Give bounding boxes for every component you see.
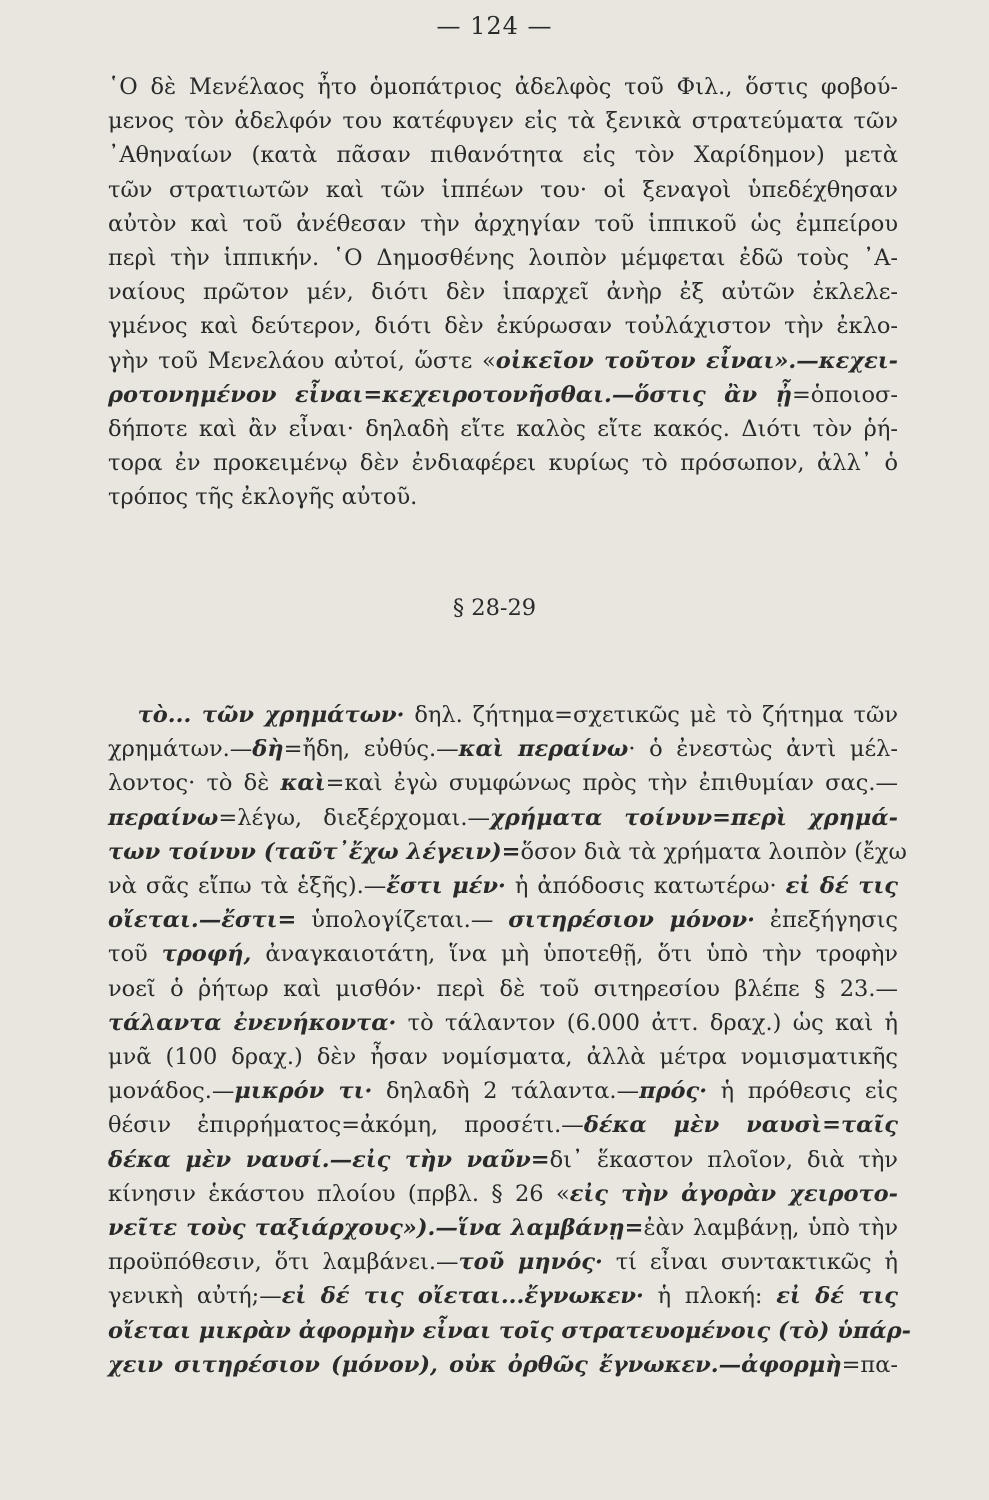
- line-text: =πα-: [841, 1351, 898, 1378]
- text-line: [108, 766, 898, 800]
- text-line: [108, 937, 898, 971]
- text-line: [108, 801, 898, 835]
- lemma-term: εἰ δέ τις: [776, 1283, 898, 1310]
- lemma-term: οἴεται μικρὰν ἀφορμὴν εἶναι τοῖς στρατευομένοις (τὸ) ὑπάρ-: [108, 1317, 911, 1344]
- lemma-term: μικρόν τι·: [234, 1078, 373, 1105]
- text-line: [108, 869, 898, 903]
- lemma-term: τάλαντα ἐνενήκοντα·: [108, 1009, 397, 1036]
- text-line: [108, 1245, 898, 1279]
- text-line: περὶ τὴν ἱππικήν. ῾Ο Δημοσθένης λοιπὸν μέμφεται ἐδῶ τοὺς ᾿Α-: [108, 245, 898, 272]
- text-line: τῶν στρατιωτῶν καὶ τῶν ἱππέων του· οἱ ξεναγοὶ ὑπεδέχθησαν: [108, 176, 898, 203]
- lemma-term: οτονημένον εἶναι=κεχειροτονῆσθαι.—ὅστις ἂν ᾖ: [122, 381, 792, 408]
- line-text: γὴν τοῦ Μενελάου αὐτοί, ὥστε «: [108, 347, 496, 374]
- text-line: τρόπος τῆς ἐκλογῆς αὐτοῦ.: [108, 484, 418, 511]
- line-text: δι᾿ ἕκαστον πλοῖον, διὰ τὴν: [549, 1146, 898, 1173]
- lemma-term: περαίνω: [108, 804, 219, 831]
- lemma-term: ἔστι μέν·: [386, 873, 506, 900]
- text-line: [108, 1314, 911, 1348]
- text-line: [108, 732, 898, 766]
- text-line: [108, 1143, 898, 1177]
- line-text: ἐὰν λαμβάνῃ, ὑπὸ τὴν: [643, 1215, 898, 1242]
- lemma-term: οἴεται.—ἔστι=: [108, 907, 297, 934]
- lemma-term: εἰ δέ τις οἴεται...ἔγνωκεν·: [281, 1283, 644, 1310]
- line-text: =καὶ ἐγὼ συμφώνως πρὸς τὴν ἐπιθυμίαν σας.—: [325, 770, 898, 797]
- lemma-term: χειν σιτηρέσιον (μόνον), οὐκ ὀρθῶς ἔγνωκεν.—ἀφορμὴ: [108, 1351, 842, 1378]
- lemma-term: πρός·: [639, 1078, 708, 1105]
- line-text: τί εἶναι συντακτικῶς ἡ: [602, 1249, 898, 1276]
- text-line: δήποτε καὶ ἂν εἶναι· δηλαδὴ εἴτε καλὸς εἴτε κακός. Διότι τὸν ῥή-: [108, 416, 898, 443]
- text-line: μενος τὸν ἀδελφόν του κατέφυγεν εἰς τὰ ξενικὰ στρατεύματα τῶν: [108, 108, 898, 135]
- line-text: γενικὴ αὐτή;—: [108, 1283, 282, 1310]
- lemma-term: σιτηρέσιον μόνον·: [508, 907, 756, 934]
- line-text: ἡ πλοκή:: [643, 1283, 777, 1310]
- page-number: — 124 —: [436, 12, 553, 40]
- text-line: αὐτὸν καὶ τοῦ ἀνέθεσαν τὴν ἀρχηγίαν τοῦ ἱππικοῦ ὡς ἐμπείρου: [108, 210, 898, 237]
- lemma-term: τὸ... τῶν χρημάτων·: [137, 702, 405, 728]
- text-line: [108, 1177, 898, 1211]
- line-text: ἐπεξήγησις: [755, 907, 898, 934]
- line-text: =λέγω, διεξέρχομαι.—: [218, 804, 491, 831]
- lemma-term: των τοίνυν (ταῦτ᾿ἔχω λέγειν)=: [108, 838, 521, 865]
- lemma-term: δέκα μὲν ναυσί.—εἰς τὴν ναῦν=: [108, 1146, 550, 1173]
- line-text: ἡ ἀπόδοσις κατωτέρω·: [505, 873, 786, 900]
- line-text: κίνησιν ἑκάστου πλοίου (πρβλ. § 26 «: [108, 1180, 570, 1207]
- line-text: =ἤδη, εὐθύς.—: [283, 736, 459, 763]
- text-line: ναίους πρῶτον μέν, διότι δὲν ἱπαρχεῖ ἀνὴρ ἐξ αὐτῶν ἐκλελε-: [108, 279, 898, 306]
- line-text: προϋπόθεσιν, ὅτι λαμβάνει.—: [108, 1249, 459, 1276]
- text-line: ῾Ο δὲ Μενέλαος ἦτο ὁμοπάτριος ἀδελφὸς τοῦ Φιλ., ὅστις φοβού-: [108, 74, 898, 100]
- line-text: δηλ. ζήτημα=σχετικῶς μὲ τὸ ζήτημα τῶν: [404, 702, 898, 728]
- lemma-term: οἰκεῖον τοῦτον εἶναι».—κεχει-: [495, 347, 898, 374]
- lemma-term: εἰς τὴν ἀγορὰν χειροτο-: [569, 1180, 898, 1207]
- lemma-term: ρ: [108, 381, 123, 408]
- text-line: [108, 835, 907, 869]
- lemma-term: καὶ: [280, 770, 326, 797]
- lemma-term: χρήματα τοίνυν=περὶ χρημά-: [490, 804, 899, 831]
- lemma-term: τοῦ μηνός·: [458, 1249, 603, 1276]
- text-line: ᾿Αθηναίων (κατὰ πᾶσαν πιθανότητα εἰς τὸν Χαρίδημον) μετὰ: [108, 142, 898, 169]
- line-text: ἀναγκαιοτάτη, ἵνα μὴ ὑποτεθῇ, ὅτι ὑπὸ τὴν τροφὴν: [251, 941, 898, 968]
- lemma-term: νεῖτε τοὺς ταξιάρχους»).—ἵνα λαμβάνῃ=: [108, 1215, 644, 1242]
- lemma-term: δὴ: [252, 736, 284, 763]
- line-text: λοντος· τὸ δὲ: [108, 770, 281, 797]
- line-text: τὸ τάλαντον (6.000 ἀττ. δραχ.) ὡς καὶ ἡ: [396, 1009, 898, 1036]
- text-line: [108, 344, 898, 378]
- text-line: [108, 1006, 898, 1040]
- line-text: νὰ σᾶς εἴπω τὰ ἑξῆς).—: [108, 873, 387, 900]
- text-line: [108, 1074, 898, 1108]
- lemma-term: δέκα μὲν ναυσὶ=ταῖς: [583, 1112, 899, 1139]
- line-text: χρημάτων.—: [108, 736, 253, 763]
- lemma-term: τροφή,: [161, 941, 252, 968]
- line-text: ὅσον διὰ τὰ χρήματα λοιπὸν (ἔχω: [520, 838, 907, 865]
- line-text: θέσιν ἐπιρρήματος=ἀκόμη, προσέτι.—: [108, 1112, 584, 1139]
- text-line: γμένος καὶ δεύτερον, διότι δὲν ἐκύρωσαν τοὐλάχιστον τὴν ἐκλο-: [108, 313, 898, 340]
- text-line: [108, 903, 898, 937]
- text-line: μνᾶ (100 δραχ.) δὲν ἦσαν νομίσματα, ἀλλὰ μέτρα νομισματικῆς: [108, 1044, 898, 1071]
- text-line: [108, 1348, 898, 1382]
- text-line: νοεῖ ὁ ῥήτωρ καὶ μισθόν· περὶ δὲ τοῦ σιτηρεσίου βλέπε § 23.—: [108, 975, 898, 1002]
- line-text: ὑπολογίζεται.—: [296, 907, 509, 934]
- line-text: =ὁποιοσ-: [791, 381, 898, 408]
- line-text: · ὁ ἐνεστὼς ἀντὶ μέλ-: [628, 736, 898, 763]
- text-line: [108, 1211, 898, 1245]
- line-text: ἡ πρόθεσις εἰς: [707, 1078, 898, 1105]
- commentary-paragraph: [108, 698, 911, 1382]
- lemma-term: εἰ δέ τις: [785, 873, 899, 900]
- text-line: [108, 1279, 898, 1313]
- text-line: [108, 698, 898, 732]
- text-line: [108, 1108, 898, 1142]
- text-line: τορα ἐν προκειμένῳ δὲν ἐνδιαφέρει κυρίως τὸ πρόσωπον, ἀλλ᾿ ὁ: [108, 450, 898, 477]
- line-text: μονάδος.—: [108, 1078, 235, 1105]
- line-text: δηλαδὴ 2 τάλαντα.—: [372, 1078, 640, 1105]
- commentary-paragraph: [108, 70, 898, 515]
- lemma-term: καὶ περαίνω: [458, 736, 629, 763]
- line-text: τοῦ: [108, 941, 162, 968]
- section-heading: § 28-29: [452, 595, 537, 621]
- text-line: [108, 378, 898, 412]
